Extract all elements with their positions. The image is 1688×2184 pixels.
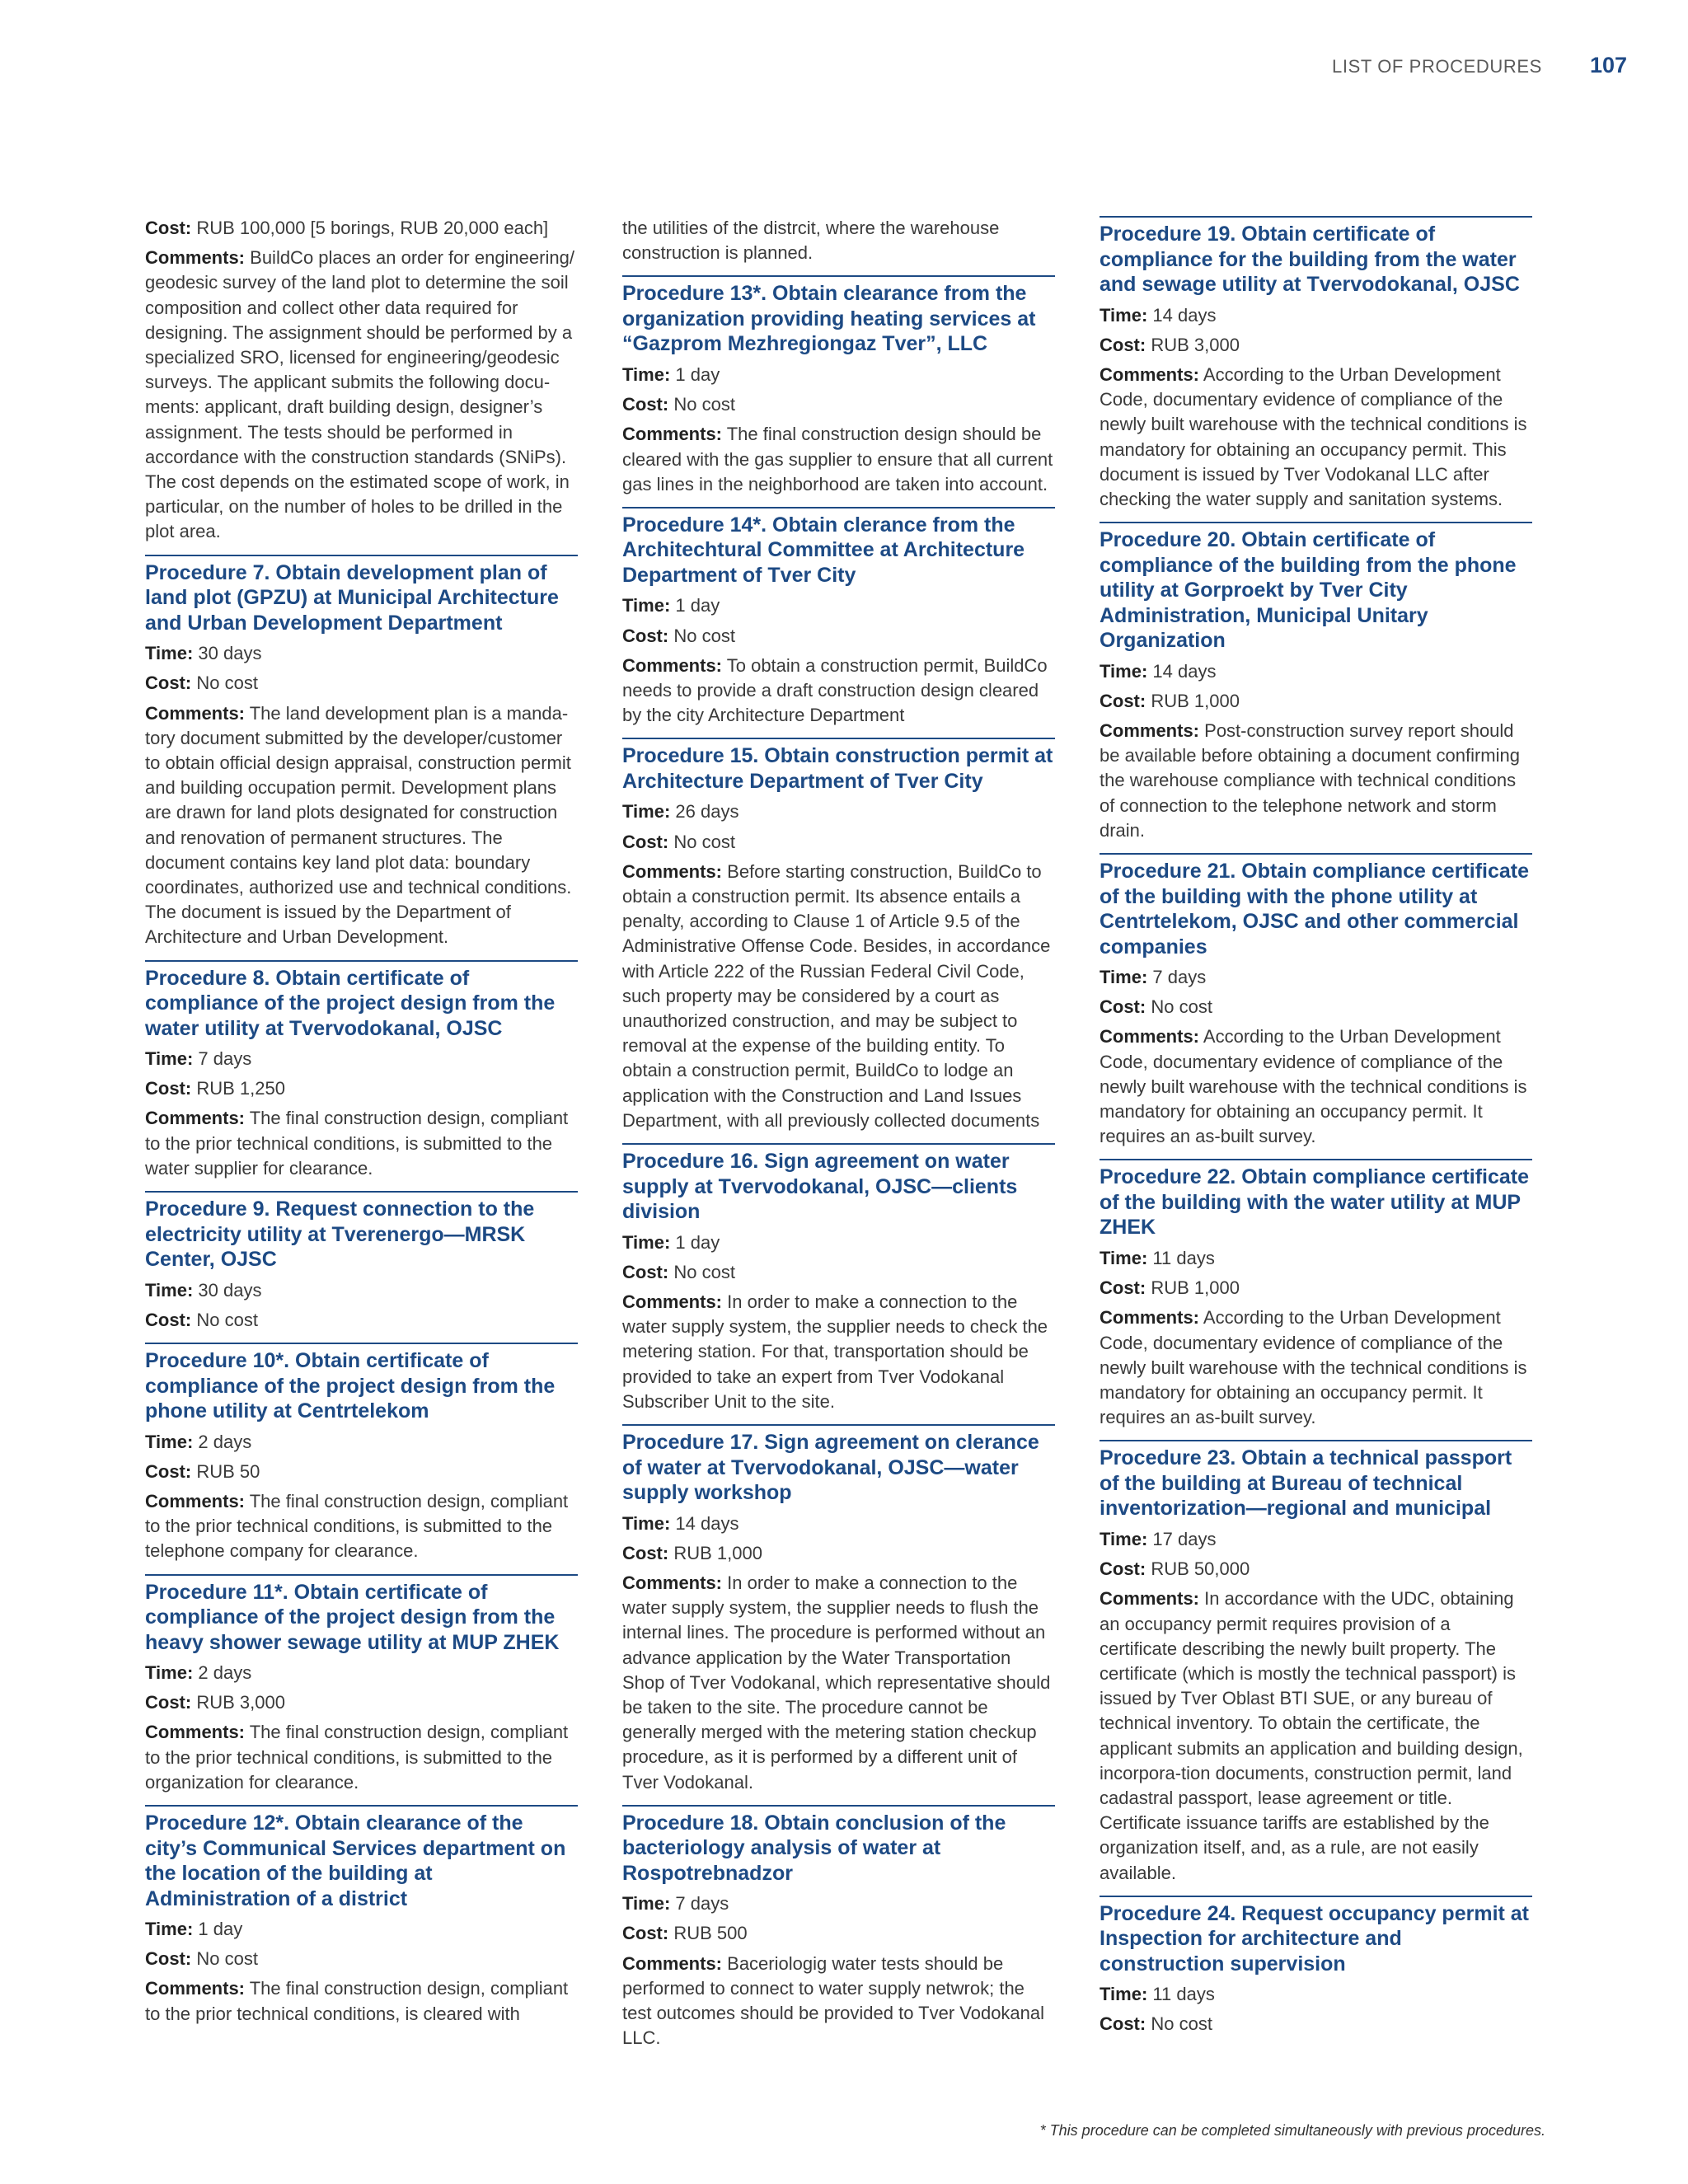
cost-value: No cost <box>196 1309 258 1330</box>
cost-value: No cost <box>673 625 735 646</box>
procedure-title: Procedure 16. Sign agreement on water supply at Tvervodokanal, OJSC—clients division <box>622 1150 1018 1224</box>
comments-label: Comments: <box>145 702 246 724</box>
cost-value: RUB 100,000 [5 borings, RUB 20,000 each] <box>196 218 549 238</box>
procedure-20 <box>1100 522 1532 843</box>
time-field <box>622 1230 1055 1255</box>
comments-label: Comments: <box>1100 720 1200 742</box>
comments-label: Comments: <box>622 424 723 445</box>
comments-label: Comments: <box>622 654 723 676</box>
cost-value: No cost <box>673 1261 735 1282</box>
time-field <box>622 799 1055 824</box>
comments-text: In order to make a connection to the water supply system, the supplier needs to check the metering station. For that, transportation should be provided to take an expert from Tver Vodokanal Subscriber Unit to the site. <box>622 1291 1048 1412</box>
cost-label: Cost: <box>1100 996 1146 1018</box>
comments-field <box>145 1976 578 2026</box>
cost-value: RUB 3,000 <box>196 1692 285 1713</box>
comments-field <box>1100 1024 1532 1149</box>
procedure-16 <box>622 1143 1055 1414</box>
cost-label: Cost: <box>145 1460 192 1482</box>
cost-value: No cost <box>1151 2013 1212 2035</box>
comments-text: Before starting construction, BuildCo to obtain a construction permit. Its absence entails a penalty, according to Clause 1 of Article 9.5 of the Administrative Offense Code. Besides, in accordance with Article 222 of the Russian Federal Civil Code, such property may be considered by a court as unauthorized construction, and may be subject to removal at the expense of the building entity. To obtain a construction permit, BuildCo to lodge an application with the Construction and Land Issues Department, with all previously collected documents <box>622 860 1051 1131</box>
time-field <box>145 1917 578 1942</box>
time-label: Time: <box>1100 1247 1148 1268</box>
cost-field <box>622 624 1055 649</box>
cost-value: RUB 500 <box>673 1923 748 1944</box>
procedure-14 <box>622 507 1055 729</box>
comments-label: Comments: <box>1100 363 1200 385</box>
procedure-title: Procedure 18. Obtain conclusion of the bacteriology analysis of water at Rospotrebnadzor <box>622 1811 1006 1885</box>
cost-field <box>622 392 1055 417</box>
comments-text: To obtain a construction permit, BuildCo needs to provide a draft construction design cleared by the city Architecture Department <box>622 654 1048 726</box>
time-value: 2 days <box>198 1431 252 1452</box>
procedure-10 <box>145 1343 578 1564</box>
cost-label: Cost: <box>622 1923 669 1944</box>
time-value: 14 days <box>1152 660 1217 682</box>
time-label: Time: <box>145 1431 194 1452</box>
procedure-title: Procedure 19. Obtain certificate of compliance for the building from the water and sewage utility at Tvervodokanal, OJSC <box>1100 223 1520 296</box>
page-header <box>1332 53 1627 78</box>
comments-field <box>1100 719 1532 843</box>
procedure-21 <box>1100 853 1532 1149</box>
time-value: 30 days <box>198 643 262 664</box>
time-field <box>145 641 578 666</box>
procedure-title: Procedure 10*. Obtain certificate of compliance of the project design from the phone utility at Centrtelekom <box>145 1349 556 1422</box>
procedure-title: Procedure 8. Obtain certificate of compliance of the project design from the water utility at Tvervodokanal, OJSC <box>145 966 556 1040</box>
cost-field <box>622 830 1055 855</box>
comments-label: Comments: <box>622 1952 723 1974</box>
procedure-22 <box>1100 1159 1532 1430</box>
cost-label: Cost: <box>622 1542 669 1563</box>
time-label: Time: <box>1100 967 1148 988</box>
time-field <box>622 1891 1055 1916</box>
procedure-12-continuation: the utilities of the distrcit, where the warehouse construction is planned. <box>622 218 1000 264</box>
comments-field <box>145 1489 578 1564</box>
procedure-12 <box>145 1805 578 2027</box>
procedure-7 <box>145 555 578 950</box>
procedure-11 <box>145 1574 578 1796</box>
cost-label: Cost: <box>145 673 192 694</box>
comments-text: The final construction design should be cleared with the gas supplier to ensure that all current gas lines in the neighborhood are taken into account. <box>622 424 1053 494</box>
comments-text: According to the Urban Development Code, documentary evidence of compliance of the newly built warehouse with the technical conditions is mandatory for obtaining an occupancy permit. This document is issued by Tver Vodokanal LLC after checking the water supply and sanitation systems. <box>1100 363 1527 509</box>
time-value: 11 days <box>1152 1984 1215 2005</box>
comments-field <box>622 860 1055 1133</box>
cost-field <box>145 1076 578 1101</box>
comments-text: Post-construction survey report should be available before obtaining a document confirming the warehouse compliance with technical conditions of connection to the telephone network and storm drain. <box>1100 720 1520 841</box>
procedure-title: Procedure 7. Obtain development plan of land plot (GPZU) at Municipal Architecture and Urban Development Department <box>145 560 559 635</box>
cost-value: No cost <box>196 1948 258 1970</box>
cost-label: Cost: <box>622 394 669 415</box>
procedure-title: Procedure 9. Request connection to the electricity utility at Tverenergo—MRSK Center, OJSC <box>145 1197 535 1272</box>
comments-label: Comments: <box>1100 1307 1200 1329</box>
comments-field <box>145 1106 578 1181</box>
procedure-title: Procedure 13*. Obtain clearance from the organization providing heating services at “Gazprom Mezhregiongaz Tver”, LLC <box>622 282 1036 356</box>
cost-field <box>1100 995 1532 1019</box>
comments-label: Comments: <box>145 1108 246 1129</box>
column-3 <box>1100 216 1532 2042</box>
cost-label: Cost: <box>1100 1277 1146 1299</box>
procedure-title: Procedure 21. Obtain compliance certificate of the building with the phone utility at Centrtelekom, OJSC and other commercial companies <box>1100 860 1530 958</box>
cost-value: RUB 50,000 <box>1151 1558 1250 1580</box>
time-label: Time: <box>145 1279 194 1301</box>
comments-text: In accordance with the UDC, obtaining an occupancy permit requires provision of a certificate describing the newly built property. The certificate (which is mostly the technical passport) is issued by Tver Oblast BTI SUE, or any bureau of technical inventory. To obtain the certificate, the applicant submits an application and building design, incorpora-tion documents, construction permit, land cadastral passport, lease agreement or title. Certificate issuance tariffs are established by the organization itself, and, as a rule, are not easily available. <box>1100 1588 1523 1883</box>
comments-label: Comments: <box>1100 1588 1200 1610</box>
cost-label: Cost: <box>1100 690 1146 711</box>
time-value: 14 days <box>675 1512 739 1534</box>
time-label: Time: <box>1100 304 1148 326</box>
cost-field <box>145 671 578 696</box>
comments-field <box>145 1720 578 1795</box>
comments-label: Comments: <box>622 1572 723 1593</box>
cost-field <box>622 1260 1055 1285</box>
comments-label: Comments: <box>145 1490 246 1511</box>
comments-field <box>145 701 578 950</box>
footnote: * This procedure can be completed simultaneously with previous procedures. <box>1039 2122 1545 2139</box>
time-value: 7 days <box>675 1893 729 1915</box>
cost-label: Cost: <box>622 831 669 852</box>
time-value: 1 day <box>675 595 720 616</box>
time-field <box>622 363 1055 387</box>
time-field <box>1100 1982 1532 2007</box>
comments-text: BuildCo places an order for engineering/ geodesic survey of the land plot to determine the soil composition and collect other data required for designing. The assignment should be performed by a specialized SRO, licensed for engineering/geodesic surveys. The applicant submits the following docu-ments: applicant, draft building design, designer’s assignment. The tests should be performed in accordance with the construction standards (SNiPs). The cost depends on the estimated scope of work, in particular, on the number of holes to be drilled in the plot area. <box>145 247 574 542</box>
cost-field <box>1100 2012 1532 2036</box>
procedure-13 <box>622 275 1055 497</box>
cost-label: Cost: <box>622 1261 669 1282</box>
time-value: 17 days <box>1152 1528 1217 1549</box>
time-label: Time: <box>622 363 671 385</box>
cost-value: No cost <box>673 831 735 852</box>
comments-text: In order to make a connection to the water supply system, the supplier needs to flush the internal lines. The procedure is performed without an advance application by the Water Transportation Shop of Tver Vodokanal, which representative should be taken to the site. The procedure cannot be generally merged with the metering station checkup procedure, as it is performed by a different unit of Tver Vodokanal. <box>622 1572 1051 1793</box>
running-header: LIST OF PROCEDURES <box>1332 56 1542 77</box>
cost-value: RUB 50 <box>196 1460 260 1482</box>
cost-field <box>145 216 578 241</box>
time-field <box>1100 303 1532 328</box>
column-1 <box>145 216 578 2032</box>
cost-label: Cost: <box>1100 1558 1146 1580</box>
time-value: 1 day <box>675 1231 720 1253</box>
procedure-title: Procedure 15. Obtain construction permit at Architecture Department of Tver City <box>622 744 1053 793</box>
procedure-title: Procedure 11*. Obtain certificate of compliance of the project design from the heavy shower sewage utility at MUP ZHEK <box>145 1580 560 1654</box>
procedure-title: Procedure 12*. Obtain clearance of the city’s Communical Services department on the location of the building at Administration of a district <box>145 1811 566 1910</box>
procedure-19 <box>1100 216 1532 512</box>
time-field <box>1100 965 1532 990</box>
time-value: 26 days <box>675 801 739 823</box>
cost-value: RUB 1,250 <box>196 1078 285 1099</box>
time-field <box>1100 659 1532 684</box>
cost-value: No cost <box>673 394 735 415</box>
time-label: Time: <box>145 1048 194 1070</box>
cost-field <box>1100 333 1532 358</box>
cost-label: Cost: <box>145 1078 192 1099</box>
cost-value: No cost <box>1151 996 1212 1018</box>
time-label: Time: <box>622 1893 671 1915</box>
cost-field <box>145 1690 578 1715</box>
comments-text: The final construction design, compliant to the prior technical conditions, is submitted to the organization for clearance. <box>145 1722 569 1793</box>
cost-value: RUB 1,000 <box>1151 1277 1240 1299</box>
time-value: 14 days <box>1152 304 1217 326</box>
comments-text: Baceriologig water tests should be performed to connect to water supply netwrok; the test outcomes should be provided to Tver Vodokanal LLC. <box>622 1952 1045 2049</box>
cost-value: No cost <box>196 673 258 694</box>
procedure-title: Procedure 17. Sign agreement on clerance of water at Tvervodokanal, OJSC—water supply workshop <box>622 1431 1039 1504</box>
time-label: Time: <box>622 1512 671 1534</box>
comments-field <box>145 246 578 544</box>
procedure-24 <box>1100 1896 1532 2037</box>
cost-value: RUB 1,000 <box>1151 690 1240 711</box>
time-field <box>622 593 1055 618</box>
comments-field <box>622 1571 1055 1795</box>
time-value: 30 days <box>198 1279 262 1301</box>
procedure-8 <box>145 960 578 1182</box>
time-label: Time: <box>145 1919 194 1940</box>
time-field <box>1100 1246 1532 1271</box>
procedure-18 <box>622 1805 1055 2051</box>
comments-field <box>622 422 1055 497</box>
comments-text: According to the Urban Development Code, documentary evidence of compliance of the newly built warehouse with the technical conditions is mandatory for obtaining an occupancy permit. It requires an as-built survey. <box>1100 1307 1527 1428</box>
cost-field <box>1100 1557 1532 1582</box>
time-value: 11 days <box>1152 1247 1215 1268</box>
time-value: 7 days <box>1152 967 1207 988</box>
procedure-title: Procedure 20. Obtain certificate of compliance of the building from the phone utility at Gorproekt by Tver City Administration, Municipal Unitary Organization <box>1100 528 1517 653</box>
procedure-title: Procedure 22. Obtain compliance certificate of the building with the water utility at MUP ZHEK <box>1100 1165 1530 1240</box>
time-field <box>145 1047 578 1071</box>
cost-field <box>145 1947 578 1971</box>
procedure-title: Procedure 14*. Obtain clerance from the Architechtural Committee at Architecture Department of Tver City <box>622 513 1025 587</box>
procedure-6-continuation <box>145 216 578 545</box>
time-label: Time: <box>622 595 671 616</box>
time-field <box>1100 1527 1532 1552</box>
comments-label: Comments: <box>1100 1026 1200 1047</box>
cost-label: Cost: <box>145 1309 192 1330</box>
cost-value: RUB 1,000 <box>673 1542 762 1563</box>
comments-field <box>1100 363 1532 512</box>
cost-label: Cost: <box>145 1692 192 1713</box>
time-value: 2 days <box>198 1662 252 1684</box>
time-label: Time: <box>145 643 194 664</box>
comments-text: The land development plan is a manda-tory document submitted by the developer/customer to obtain official design appraisal, construction permit and building occupation permit. Development plans are drawn for land plots designated for construction and renovation of permanent structures. The document contains key land plot data: boundary coordinates, authorized use and technical conditions. The document is issued by the Department of Architecture and Urban Development. <box>145 702 572 948</box>
procedure-15 <box>622 738 1055 1133</box>
procedure-title: Procedure 24. Request occupancy permit at Inspection for architecture and construction supervision <box>1100 1901 1530 1975</box>
cost-label: Cost: <box>145 1948 192 1970</box>
comments-text: The final construction design, compliant to the prior technical conditions, is cleared with <box>145 1978 569 2024</box>
time-field <box>622 1511 1055 1536</box>
time-field <box>145 1430 578 1455</box>
time-label: Time: <box>1100 1528 1148 1549</box>
time-field <box>145 1661 578 1685</box>
cost-field <box>1100 1276 1532 1301</box>
cost-field <box>145 1460 578 1484</box>
comments-label: Comments: <box>622 1291 723 1312</box>
time-label: Time: <box>1100 1984 1148 2005</box>
comments-field <box>622 654 1055 729</box>
comments-field <box>1100 1305 1532 1430</box>
time-value: 1 day <box>675 363 720 385</box>
comments-field <box>1100 1586 1532 1885</box>
cost-label: Cost: <box>145 218 192 238</box>
cost-field <box>1100 689 1532 714</box>
cost-value: RUB 3,000 <box>1151 334 1240 355</box>
cost-field <box>145 1308 578 1333</box>
comments-label: Comments: <box>145 247 246 269</box>
comments-field <box>622 1290 1055 1414</box>
cost-field <box>622 1921 1055 1946</box>
cost-label: Cost: <box>622 625 669 646</box>
time-label: Time: <box>145 1662 194 1684</box>
procedure-17 <box>622 1424 1055 1795</box>
time-label: Time: <box>1100 660 1148 682</box>
time-label: Time: <box>622 801 671 823</box>
comments-label: Comments: <box>145 1722 246 1743</box>
cost-field <box>622 1541 1055 1566</box>
procedure-9 <box>145 1191 578 1333</box>
procedure-title: Procedure 23. Obtain a technical passport of the building at Bureau of technical inventorization—regional and municipal <box>1100 1446 1512 1521</box>
column-2 <box>622 216 1055 2055</box>
comments-label: Comments: <box>145 1978 246 1999</box>
comments-label: Comments: <box>622 860 723 882</box>
time-field <box>145 1278 578 1303</box>
time-value: 1 day <box>198 1919 243 1940</box>
cost-label: Cost: <box>1100 334 1146 355</box>
comments-text: The final construction design, compliant to the prior technical conditions, is submitted to the telephone company for clearance. <box>145 1490 569 1562</box>
time-label: Time: <box>622 1231 671 1253</box>
cost-label: Cost: <box>1100 2013 1146 2035</box>
page-number: 107 <box>1589 53 1627 77</box>
comments-text: The final construction design, compliant to the prior technical conditions, is submitted to the water supplier for clearance. <box>145 1108 569 1179</box>
comments-text: According to the Urban Development Code, documentary evidence of compliance of the newly built warehouse with the technical conditions is mandatory for obtaining an occupancy permit. It requires an as-built survey. <box>1100 1026 1527 1147</box>
procedure-23 <box>1100 1440 1532 1885</box>
comments-field <box>622 1952 1055 2051</box>
time-value: 7 days <box>198 1048 252 1070</box>
